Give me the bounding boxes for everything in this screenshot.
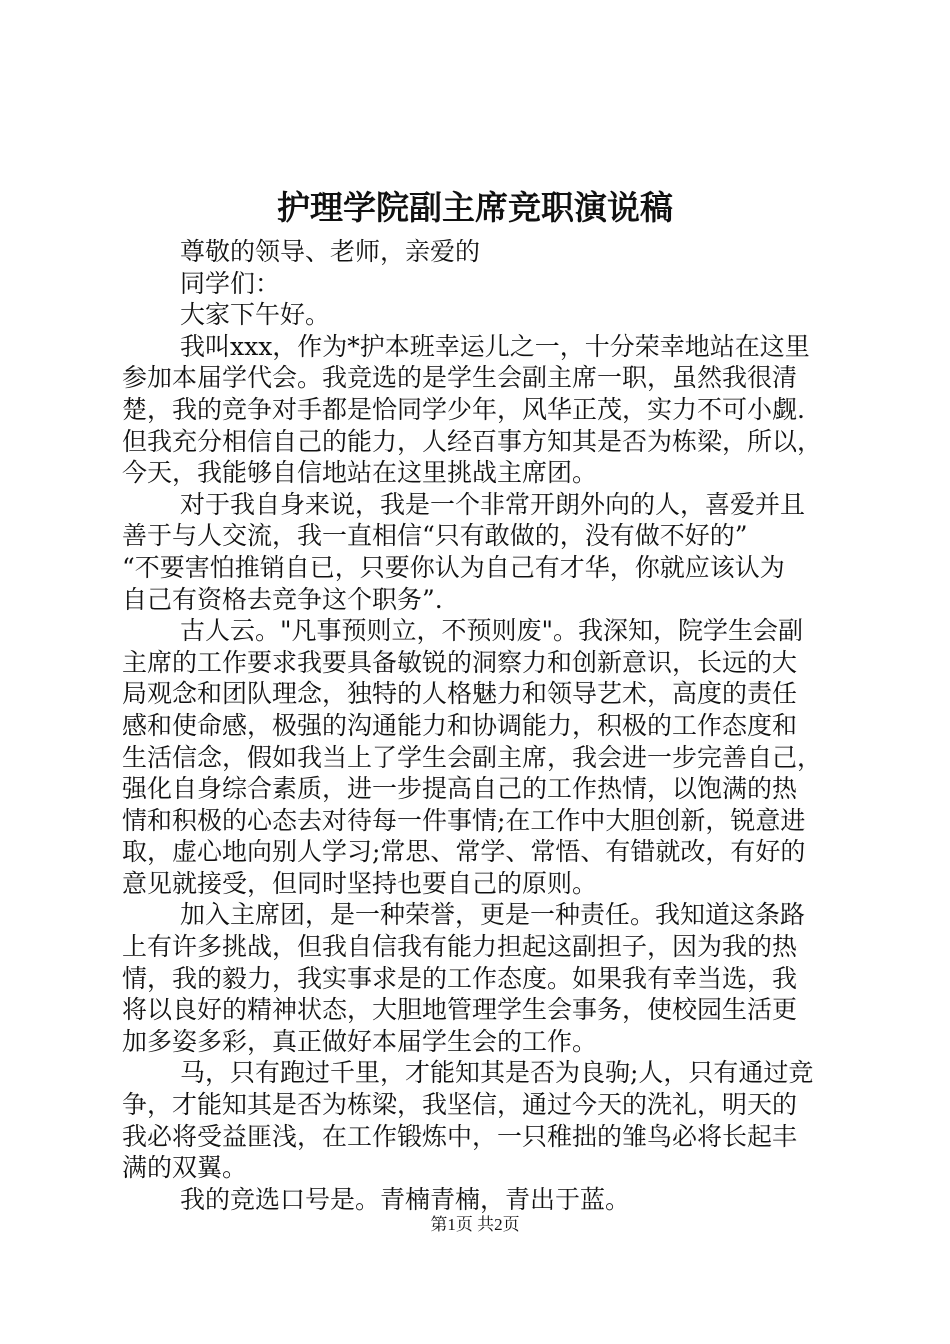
document-line: 感和使命感，极强的沟通能力和协调能力，积极的工作态度和 [122,710,798,740]
document-line: 今天，我能够自信地站在这里挑战主席团。 [122,458,598,488]
document-line: 同学们： [180,268,281,298]
document-line: 我叫xxx，作为*护本班幸运儿之一，十分荣幸地站在这里 [180,331,810,361]
document-line: 取，虚心地向别人学习;常思、常学、常悟、有错就改，有好的 [122,837,806,867]
document-body [122,236,832,1215]
document-line: 对于我自身来说，我是一个非常开朗外向的人，喜爱并且 [180,489,806,519]
document-line: 加入主席团，是一种荣誉，更是一种责任。我知道这条路 [180,900,806,930]
document-line: 局观念和团队理念，独特的人格魅力和领导艺术，高度的责任 [122,679,798,709]
document-line: 古人云。"凡事预则立，不预则废"。我深知，院学生会副 [180,616,804,646]
document-line: 将以良好的精神状态，大胆地管理学生会事务，使校园生活更 [122,995,798,1025]
document-line: 楚，我的竞争对手都是恰同学少年，风华正茂，实力不可小觑. [122,394,805,424]
document-line: 生活信念，假如我当上了学生会副主席，我会进一步完善自己， [122,742,823,772]
document-line: 我的竞选口号是。青楠青楠，青出于蓝。 [180,1184,631,1214]
document-title: 护理学院副主席竞职演说稿 [277,188,673,227]
document-line: 尊敬的领导、老师，亲爱的 [180,237,481,266]
document-line: 马，只有跑过千里，才能知其是否为良驹;人，只有通过竞 [180,1058,814,1088]
document-line: 主席的工作要求我要具备敏锐的洞察力和创新意识，长远的大 [122,647,798,677]
document-line: 大家下午好。 [180,300,331,330]
document-line: 情，我的毅力，我实事求是的工作态度。如果我有幸当选，我 [122,963,798,993]
document-line: 但我充分相信自己的能力，人经百事方知其是否为栋梁，所以， [122,426,823,456]
document-line: “不要害怕推销自已，只要你认为自己有才华，你就应该认为 [122,552,785,582]
document-line: 自己有资格去竞争这个职务”. [122,584,443,614]
document-line: 加多姿多彩，真正做好本届学生会的工作。 [122,1026,598,1056]
document-line: 参加本届学代会。我竞选的是学生会副主席一职，虽然我很清 [122,363,798,393]
document-line: 我必将受益匪浅，在工作锻炼中，一只稚拙的雏鸟必将长起丰 [122,1121,798,1151]
document-line: 善于与人交流，我一直相信“只有敢做的，没有做不好的” [122,521,748,551]
document-line: 强化自身综合素质，进一步提高自己的工作热情，以饱满的热 [122,774,798,804]
document-line: 上有许多挑战，但我自信我有能力担起这副担子，因为我的热 [122,932,798,962]
document-line: 争，才能知其是否为栋梁，我坚信，通过今天的洗礼，明天的 [122,1090,798,1120]
document-line: 满的双翼。 [122,1153,248,1183]
document-line: 情和积极的心态去对待每一件事情;在工作中大胆创新，锐意进 [122,805,806,835]
document-line: 意见就接受，但同时坚持也要自己的原则。 [122,868,598,898]
page-footer: 第1页 共2页 [430,1215,520,1234]
